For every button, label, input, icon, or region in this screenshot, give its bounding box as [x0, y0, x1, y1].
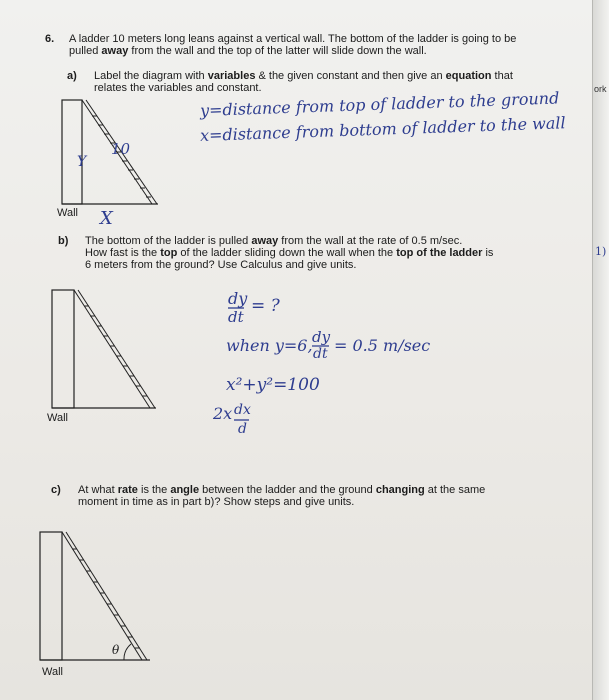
hw-dydt-unknown: = ?	[251, 296, 280, 316]
wall-label-b: Wall	[47, 412, 68, 424]
part-a-label: a)	[67, 70, 77, 82]
problem-number: 6.	[45, 33, 55, 45]
part-a-line-1: Label the diagram with variables & the given constant and then give an equation that	[94, 70, 513, 82]
part-b-label: b)	[58, 235, 69, 247]
hw-y-definition: y=distance from top of ladder to the ground	[199, 88, 560, 120]
hw-dydt-numerator: dy	[228, 289, 248, 308]
hw-x-label: X	[100, 208, 113, 229]
hw-rate-numerator: dy	[312, 328, 331, 346]
wall-c	[40, 532, 62, 660]
hw-y-label: Y	[77, 154, 87, 170]
part-c-line-1: At what rate is the angle between the ladder and the ground changing at the same	[78, 484, 486, 496]
problem-line-2: pulled away from the wall and the top of the latter will slide down the wall.	[69, 45, 427, 57]
wall-label-c: Wall	[42, 666, 63, 678]
angle-arc	[124, 644, 131, 660]
hw-derivative-prefix: 2x	[213, 404, 233, 423]
hw-derivative-numerator: dx	[234, 402, 251, 418]
edge-text-mid: 1)	[595, 245, 607, 258]
hw-x-definition: x=distance from bottom of ladder to the wall	[199, 113, 566, 145]
hw-rate-denominator: dt	[313, 346, 328, 362]
theta-label: θ	[112, 643, 120, 657]
part-c-line-2: moment in time as in part b)? Show steps and give units.	[78, 496, 355, 508]
hw-rate-value: = 0.5 m/sec	[334, 336, 431, 355]
part-b-line-3: 6 meters from the ground? Use Calculus and give units.	[85, 259, 357, 271]
hw-ladder-length: 10	[111, 140, 131, 158]
part-b-line-1: The bottom of the ladder is pulled away from the wall at the rate of 0.5 m/sec.	[85, 235, 463, 247]
ladder-c	[62, 532, 147, 660]
part-c-label: c)	[51, 484, 61, 496]
edge-text-top: ork	[594, 84, 607, 94]
problem-line-1: A ladder 10 meters long leans against a vertical wall. The bottom of the ladder is going to be	[69, 33, 517, 45]
hw-dydt-denominator: dt	[228, 308, 244, 326]
hw-derivative-denominator: d	[238, 421, 247, 437]
adjacent-page-edge	[592, 0, 609, 700]
wall-label-a: Wall	[57, 207, 78, 219]
part-a-line-2: relates the variables and constant.	[94, 82, 262, 94]
hw-pythagorean-equation: x²+y²=100	[226, 375, 320, 395]
hw-when-condition: when y=6,	[226, 336, 313, 355]
part-b-line-2: How fast is the top of the ladder sliding down the wall when the top of the ladder is	[85, 247, 494, 259]
